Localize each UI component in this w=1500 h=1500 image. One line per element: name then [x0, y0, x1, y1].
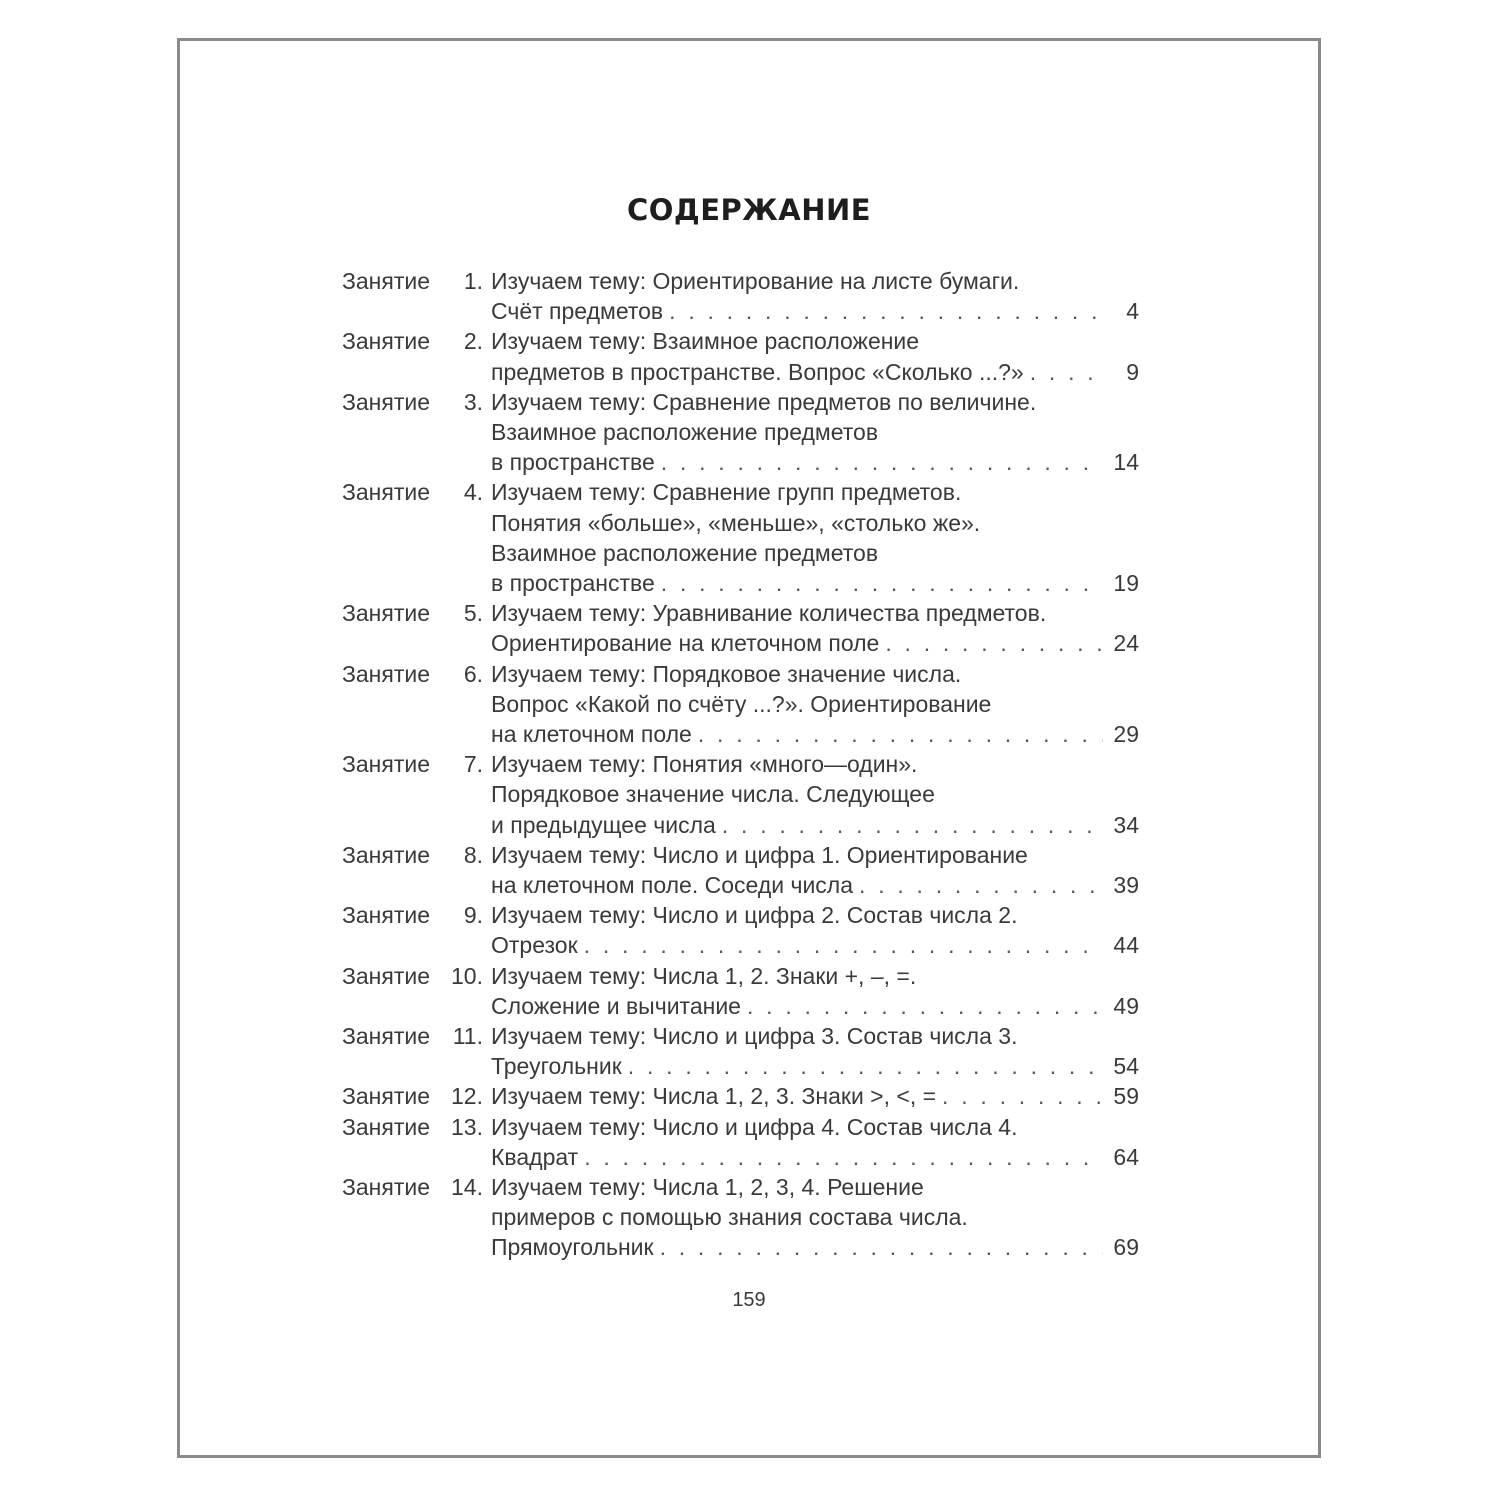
- entry-last-line: [491, 1051, 1139, 1081]
- entry-title-line: на клеточном поле: [491, 721, 692, 747]
- entry-title-line: Взаимное расположение предметов: [491, 419, 879, 445]
- lesson-label: Занятие: [342, 479, 431, 506]
- entry-title-line: Изучаем тему: Порядковое значение числа.: [491, 660, 962, 687]
- page-reference: 24: [1113, 630, 1139, 657]
- entry-last-line: [491, 810, 1139, 840]
- page-reference: 64: [1113, 1143, 1139, 1170]
- entry-title-line: на клеточном поле. Соседи числа: [491, 872, 854, 898]
- entry-title-line: Изучаем тему: Сравнение предметов по величине.: [491, 388, 1037, 415]
- lesson-number: 3.: [463, 388, 483, 415]
- entry-title-line: Изучаем тему: Понятия «много—один».: [491, 751, 918, 778]
- entry-title-line: Квадрат: [491, 1143, 579, 1170]
- page-reference: 14: [1113, 449, 1139, 476]
- entry-title-line: Изучаем тему: Числа 1, 2, 3. Знаки >, <, =: [491, 1083, 937, 1110]
- entry-last-line: [491, 870, 1139, 900]
- lesson-number: 13.: [451, 1113, 483, 1140]
- entry-title-line: Вопрос «Какой по счёту ...?». Ориентирование: [491, 690, 992, 717]
- entry-title-line: Изучаем тему: Числа 1, 2. Знаки +, –, =.: [491, 962, 917, 989]
- page-reference: 34: [1113, 811, 1139, 838]
- entry-title-line: Изучаем тему: Сравнение групп предметов.: [491, 479, 962, 506]
- entry-title-line: Прямоугольник: [491, 1234, 654, 1261]
- dot-leader: [747, 991, 1103, 1021]
- lesson-number: 8.: [463, 841, 483, 868]
- dot-leader: [885, 628, 1103, 658]
- entry-last-line: [491, 568, 1139, 598]
- dot-leader: [661, 568, 1103, 598]
- entry-title-line: Изучаем тему: Число и цифра 1. Ориентирование: [491, 841, 1028, 868]
- dot-leader: [584, 1142, 1103, 1172]
- entry-title-line: Изучаем тему: Ориентирование на листе бумаги.: [491, 268, 1020, 294]
- entry-title-line: примеров с помощью знания состава числа.: [491, 1204, 968, 1231]
- entry-title-line: предметов в пространстве. Вопрос «Сколько ...?»: [491, 358, 1024, 385]
- page-reference: 29: [1113, 721, 1139, 747]
- lesson-number: 2.: [463, 328, 483, 355]
- lesson-label: Занятие: [342, 328, 431, 355]
- lesson-label: Занятие: [342, 751, 431, 778]
- dot-leader: [584, 930, 1103, 960]
- dot-leader: [942, 1081, 1103, 1111]
- lesson-number: 7.: [463, 751, 483, 778]
- entry-title-line: Порядковое значение числа. Следующее: [491, 781, 935, 808]
- lesson-label: Занятие: [342, 1083, 431, 1110]
- entry-title-line: в пространстве: [491, 449, 655, 476]
- lesson-label: Занятие: [342, 1174, 431, 1200]
- lesson-number: 11.: [452, 1023, 483, 1049]
- lesson-number: 9.: [463, 902, 483, 929]
- lesson-number: 1.: [463, 268, 483, 294]
- entry-last-line: [491, 1142, 1139, 1172]
- entry-title-line: Изучаем тему: Число и цифра 4. Состав числа 4.: [491, 1113, 1018, 1140]
- entry-title-line: Треугольник: [491, 1053, 622, 1080]
- entry-last-line: [491, 357, 1139, 387]
- entry-last-line: [491, 1081, 1139, 1111]
- lesson-label: Занятие: [342, 962, 431, 989]
- entry-title-line: Изучаем тему: Уравнивание количества предметов.: [491, 600, 1047, 627]
- entry-last-line: [491, 930, 1139, 960]
- toc-title: СОДЕРЖАНИЕ: [626, 193, 872, 227]
- lesson-label: Занятие: [342, 388, 431, 415]
- lesson-label: Занятие: [342, 1113, 431, 1140]
- entry-last-line: [491, 296, 1139, 326]
- entry-last-line: [491, 628, 1139, 658]
- entry-title-line: Взаимное расположение предметов: [491, 539, 879, 566]
- page-reference: 49: [1113, 992, 1139, 1019]
- entry-title-line: и предыдущее числа: [491, 811, 716, 838]
- page-reference: 54: [1113, 1053, 1139, 1080]
- page-reference: 39: [1113, 872, 1139, 898]
- lesson-number: 6.: [463, 660, 483, 687]
- entry-last-line: [491, 991, 1139, 1021]
- page-reference: 44: [1113, 932, 1139, 959]
- entry-title-line: в пространстве: [491, 570, 655, 596]
- lesson-number: 4.: [463, 479, 483, 506]
- entry-title-line: Отрезок: [491, 932, 578, 959]
- lesson-label: Занятие: [342, 841, 431, 868]
- entry-title-line: Понятия «больше», «меньше», «столько же».: [491, 509, 981, 536]
- page-reference: 9: [1126, 358, 1139, 385]
- page-number: 159: [732, 1289, 766, 1311]
- dot-leader: [1030, 357, 1103, 387]
- entry-title-line: Изучаем тему: Число и цифра 3. Состав числа 3.: [491, 1023, 1018, 1049]
- dot-leader: [722, 810, 1103, 840]
- page-reference: 69: [1113, 1234, 1139, 1261]
- dot-leader: [661, 447, 1103, 477]
- lesson-number: 5.: [463, 600, 483, 627]
- dot-leader: [669, 296, 1103, 326]
- lesson-label: Занятие: [342, 660, 431, 687]
- entry-title-line: Изучаем тему: Взаимное расположение: [491, 328, 920, 355]
- page-reference: 4: [1126, 298, 1139, 325]
- entry-title-line: Сложение и вычитание: [491, 992, 741, 1019]
- lesson-number: 12.: [451, 1083, 483, 1110]
- page-reference: 19: [1113, 570, 1139, 596]
- page-reference: 59: [1113, 1083, 1139, 1110]
- dot-leader: [859, 870, 1103, 900]
- dot-leader: [660, 1232, 1103, 1262]
- entry-last-line: [491, 1232, 1139, 1262]
- dot-leader: [698, 719, 1103, 749]
- lesson-label: Занятие: [342, 268, 431, 294]
- lesson-label: Занятие: [342, 902, 431, 929]
- lesson-label: Занятие: [342, 1023, 431, 1049]
- lesson-number: 14.: [451, 1174, 483, 1200]
- dot-leader: [628, 1051, 1103, 1081]
- entry-title-line: Счёт предметов: [491, 298, 664, 325]
- entry-last-line: [491, 719, 1139, 749]
- lesson-label: Занятие: [342, 600, 431, 627]
- entry-title-line: Изучаем тему: Число и цифра 2. Состав числа 2.: [491, 902, 1018, 929]
- entry-title-line: Изучаем тему: Числа 1, 2, 3, 4. Решение: [491, 1174, 924, 1200]
- lesson-number: 10.: [451, 962, 483, 989]
- entry-title-line: Ориентирование на клеточном поле: [491, 630, 880, 657]
- entry-last-line: [491, 447, 1139, 477]
